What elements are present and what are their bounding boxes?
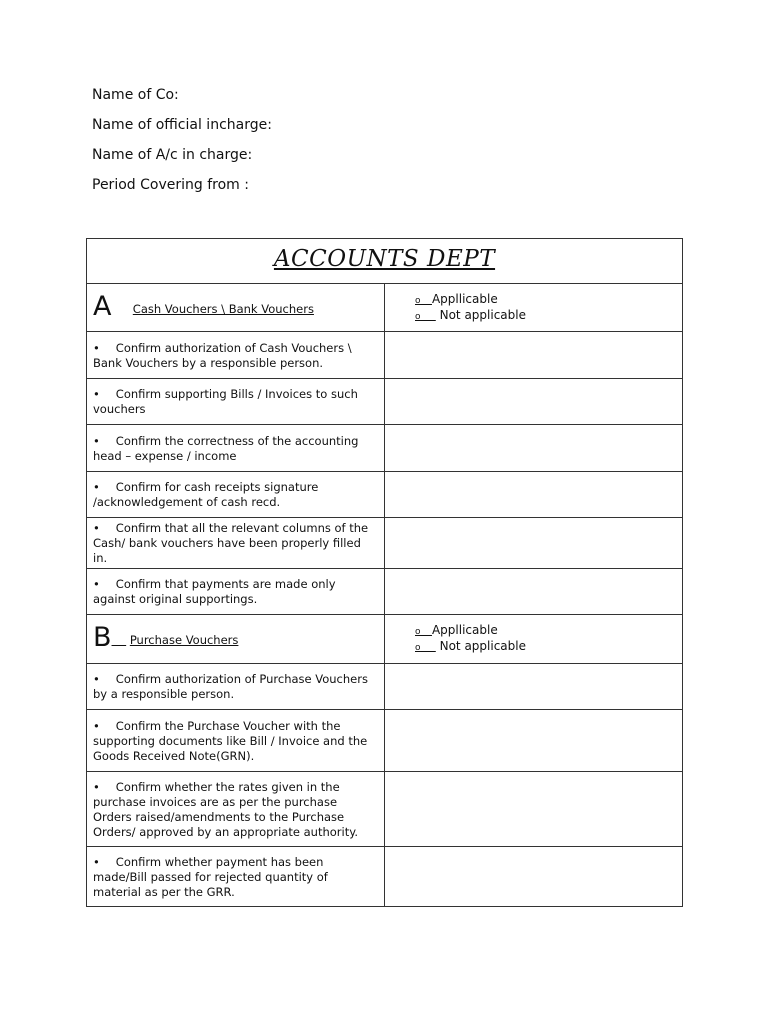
checklist-item-text: Confirm the correctness of the accounting head – expense / income — [93, 433, 359, 463]
option-bullet-icon: o — [415, 311, 421, 322]
response-cell[interactable] — [385, 664, 683, 710]
checklist-item-text: Confirm that payments are made only against original supportings. — [93, 577, 336, 606]
option-bullet-icon: o — [415, 295, 421, 306]
bullet-icon: • — [93, 387, 100, 401]
checklist-item-text: Confirm supporting Bills / Invoices to such vouchers — [93, 387, 358, 416]
response-cell[interactable] — [385, 772, 683, 847]
title-cell — [87, 239, 683, 284]
option-label: Not applicable — [439, 639, 526, 653]
header-fields — [92, 86, 272, 206]
response-cell[interactable] — [385, 332, 683, 379]
option-bullet-icon: o — [415, 643, 421, 653]
checklist-item-text: Confirm authorization of Cash Vouchers \ Bank Vouchers by a responsible person. — [93, 340, 352, 370]
bullet-icon: • — [93, 779, 100, 794]
option-label: Appllicable — [431, 291, 498, 306]
applicability-cell — [385, 284, 683, 332]
section-letter: B — [93, 622, 112, 653]
title-row — [87, 239, 683, 284]
option-not-applicable[interactable] — [391, 639, 676, 655]
account-incharge-field: Name of A/c in charge: — [92, 147, 253, 163]
bullet-icon: • — [93, 672, 100, 686]
period-covering-field: Period Covering from : — [92, 177, 249, 193]
checklist-item-text: Confirm whether payment has been made/Bill passed for rejected quantity of material as per the GRR. — [93, 854, 328, 899]
section-header-row — [87, 615, 683, 664]
checklist-row — [87, 379, 683, 425]
bullet-icon: • — [93, 577, 100, 591]
company-name-field: Name of Co: — [92, 87, 179, 103]
section-blank — [112, 633, 127, 647]
bullet-icon: • — [93, 433, 100, 448]
checklist-row — [87, 710, 683, 772]
option-bullet-icon: o — [415, 627, 421, 637]
applicability-cell — [385, 615, 683, 664]
checklist-row — [87, 847, 683, 907]
checklist-row — [87, 472, 683, 518]
page-title: ACCOUNTS DEPT — [273, 246, 496, 272]
response-cell[interactable] — [385, 569, 683, 615]
checklist-row — [87, 332, 683, 379]
bullet-icon: • — [93, 340, 100, 355]
response-cell[interactable] — [385, 710, 683, 772]
section-name: Purchase Vouchers — [129, 633, 239, 647]
checklist-row — [87, 772, 683, 847]
response-cell[interactable] — [385, 518, 683, 569]
bullet-icon: • — [93, 480, 100, 494]
bullet-icon: • — [93, 521, 100, 535]
checklist-item-text: Confirm whether the rates given in the purchase invoices are as per the purchase Orders raised/amendments to the Purchase Orders/ approved by an appropriate authority. — [93, 779, 359, 839]
response-cell[interactable] — [385, 472, 683, 518]
checklist-row — [87, 425, 683, 472]
checklist-item-text: Confirm that all the relevant columns of the Cash/ bank vouchers have been properly filled in. — [93, 521, 369, 565]
section-title-cell — [87, 615, 385, 664]
option-applicable[interactable] — [391, 623, 676, 639]
option-label: Not applicable — [439, 307, 526, 322]
response-cell[interactable] — [385, 847, 683, 907]
official-incharge-field: Name of official incharge: — [92, 117, 272, 133]
option-label: Appllicable — [431, 623, 498, 637]
checklist-row — [87, 518, 683, 569]
checklist-item-text: Confirm for cash receipts signature /acknowledgement of cash recd. — [93, 480, 319, 509]
section-letter: A — [93, 290, 112, 322]
bullet-icon: • — [93, 854, 100, 869]
bullet-icon: • — [93, 718, 100, 733]
section-title-cell — [87, 284, 385, 332]
checklist-table — [86, 238, 683, 907]
section-name: Cash Vouchers \ Bank Vouchers — [132, 301, 314, 316]
response-cell[interactable] — [385, 425, 683, 472]
response-cell[interactable] — [385, 379, 683, 425]
checklist-row — [87, 664, 683, 710]
section-header-row — [87, 284, 683, 332]
option-applicable[interactable] — [391, 292, 676, 308]
checklist-item-text: Confirm the Purchase Voucher with the supporting documents like Bill / Invoice and the Goods Received Note(GRN). — [93, 718, 368, 763]
checklist-row — [87, 569, 683, 615]
option-not-applicable[interactable] — [391, 308, 676, 324]
checklist-item-text: Confirm authorization of Purchase Vouchers by a responsible person. — [93, 672, 368, 701]
